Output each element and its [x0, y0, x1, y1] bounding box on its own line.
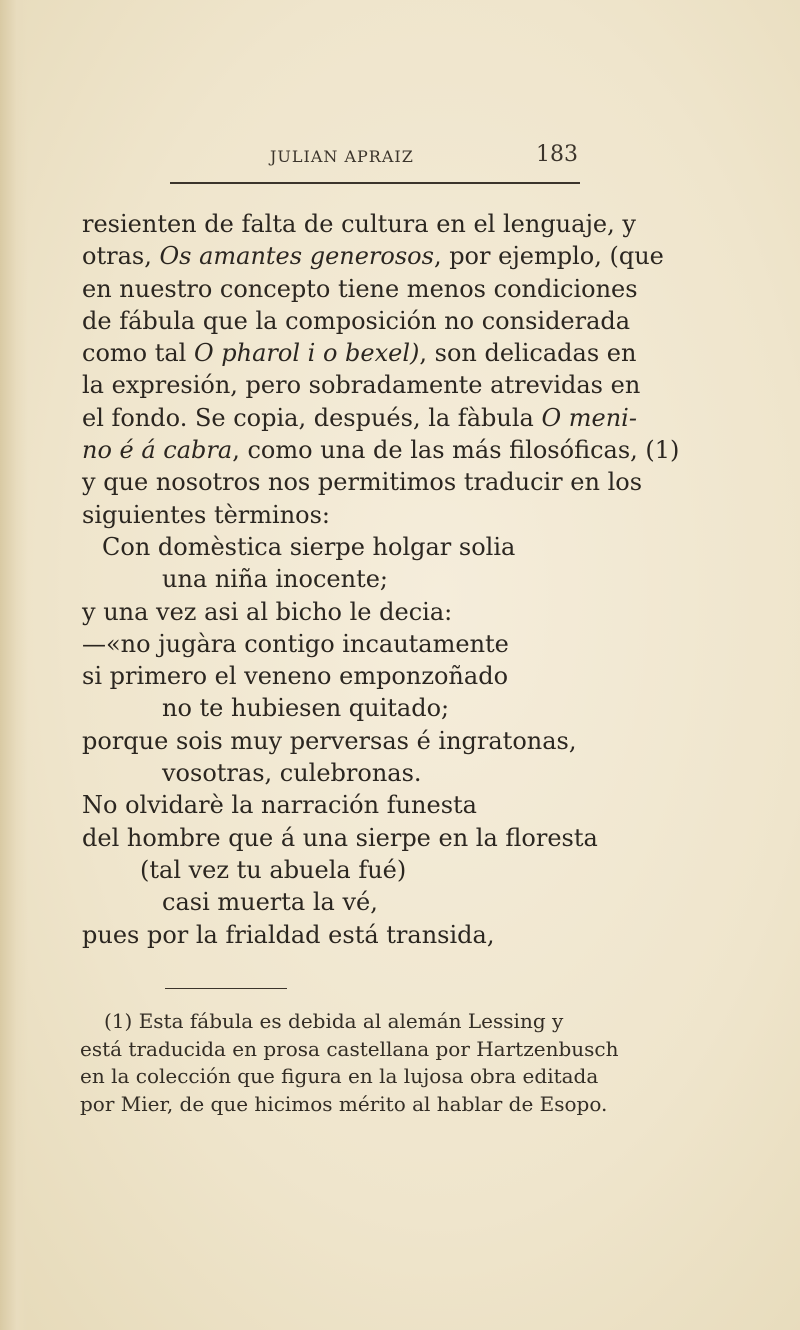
poem-line: no te hubiesen quitado; [162, 694, 450, 723]
poem-line: una niña inocente; [162, 565, 388, 594]
text-segment: , son delicadas en [419, 339, 637, 368]
poem-line: No olvidarè la narración funesta [82, 791, 477, 820]
text-line [82, 208, 636, 240]
main-text [82, 208, 680, 951]
text-line-content: siguientes tèrminos: [82, 500, 331, 529]
poem-line: casi muerta la vé, [162, 888, 378, 917]
text-line [82, 434, 680, 466]
footnote [80, 1008, 620, 1118]
poem-line: del hombre que á una sierpe en la floresta [82, 823, 598, 852]
page-number: 183 [536, 142, 578, 167]
poem-line: (tal vez tu abuela fué) [140, 855, 407, 884]
text-line [82, 337, 637, 369]
poem-line: vosotras, culebronas. [162, 759, 422, 788]
footnote-line: en la colección que figura en la lujosa obra editada [80, 1064, 599, 1088]
text-line-content: y que nosotros nos permitimos traducir en los [82, 468, 643, 497]
poem-line: Con domèstica sierpe holgar solia [102, 532, 516, 561]
text-line-content: en nuestro concepto tiene menos condiciones [82, 274, 638, 303]
text-line [82, 499, 612, 531]
running-title: JULIAN APRAIZ [270, 147, 414, 166]
text-segment: como tal [82, 339, 194, 368]
poem-line: pues por la frialdad está transida, [82, 920, 495, 949]
text-line-content: resienten de falta de cultura en el lenguaje, y [82, 210, 636, 238]
italic-title: no é á cabra [82, 436, 233, 465]
italic-title: O meni- [541, 403, 637, 432]
footnote-line: está traducida en prosa castellana por Hartzenbusch [80, 1036, 619, 1061]
footnote-line: (1) Esta fábula es debida al alemán Lessing y [104, 1009, 564, 1033]
page-gutter-shadow [0, 0, 28, 1330]
text-segment: , como una de las más filosóficas, (1) [232, 436, 680, 465]
italic-title: Os amantes generosos [159, 242, 434, 271]
text-line [82, 402, 637, 434]
footnote-line: por Mier, de que hicimos mérito al hablar de Esopo. [80, 1091, 608, 1116]
text-segment: , por ejemplo, (que [433, 242, 664, 271]
poem-line: —«no jugàra contigo incautamente [82, 629, 509, 658]
text-line [82, 240, 664, 272]
poem-line: si primero el veneno emponzoñado [82, 662, 509, 691]
text-line [82, 273, 638, 305]
page-header [240, 140, 580, 180]
text-segment: el fondo. Se copia, después, la fàbula [82, 403, 542, 432]
text-line [82, 466, 643, 498]
header-rule [170, 182, 580, 184]
poem-line: porque sois muy perversas é ingratonas, [82, 726, 577, 755]
poem-line: y una vez asi al bicho le decia: [82, 597, 453, 626]
text-line [82, 305, 631, 337]
text-line-content: de fábula que la composición no considerada [82, 306, 631, 335]
italic-title: O pharol i o bexel) [193, 339, 420, 368]
text-segment: otras, [82, 242, 160, 271]
text-line [82, 369, 641, 401]
footnote-rule [165, 988, 287, 989]
text-line-content: la expresión, pero sobradamente atrevidas en [82, 371, 641, 400]
